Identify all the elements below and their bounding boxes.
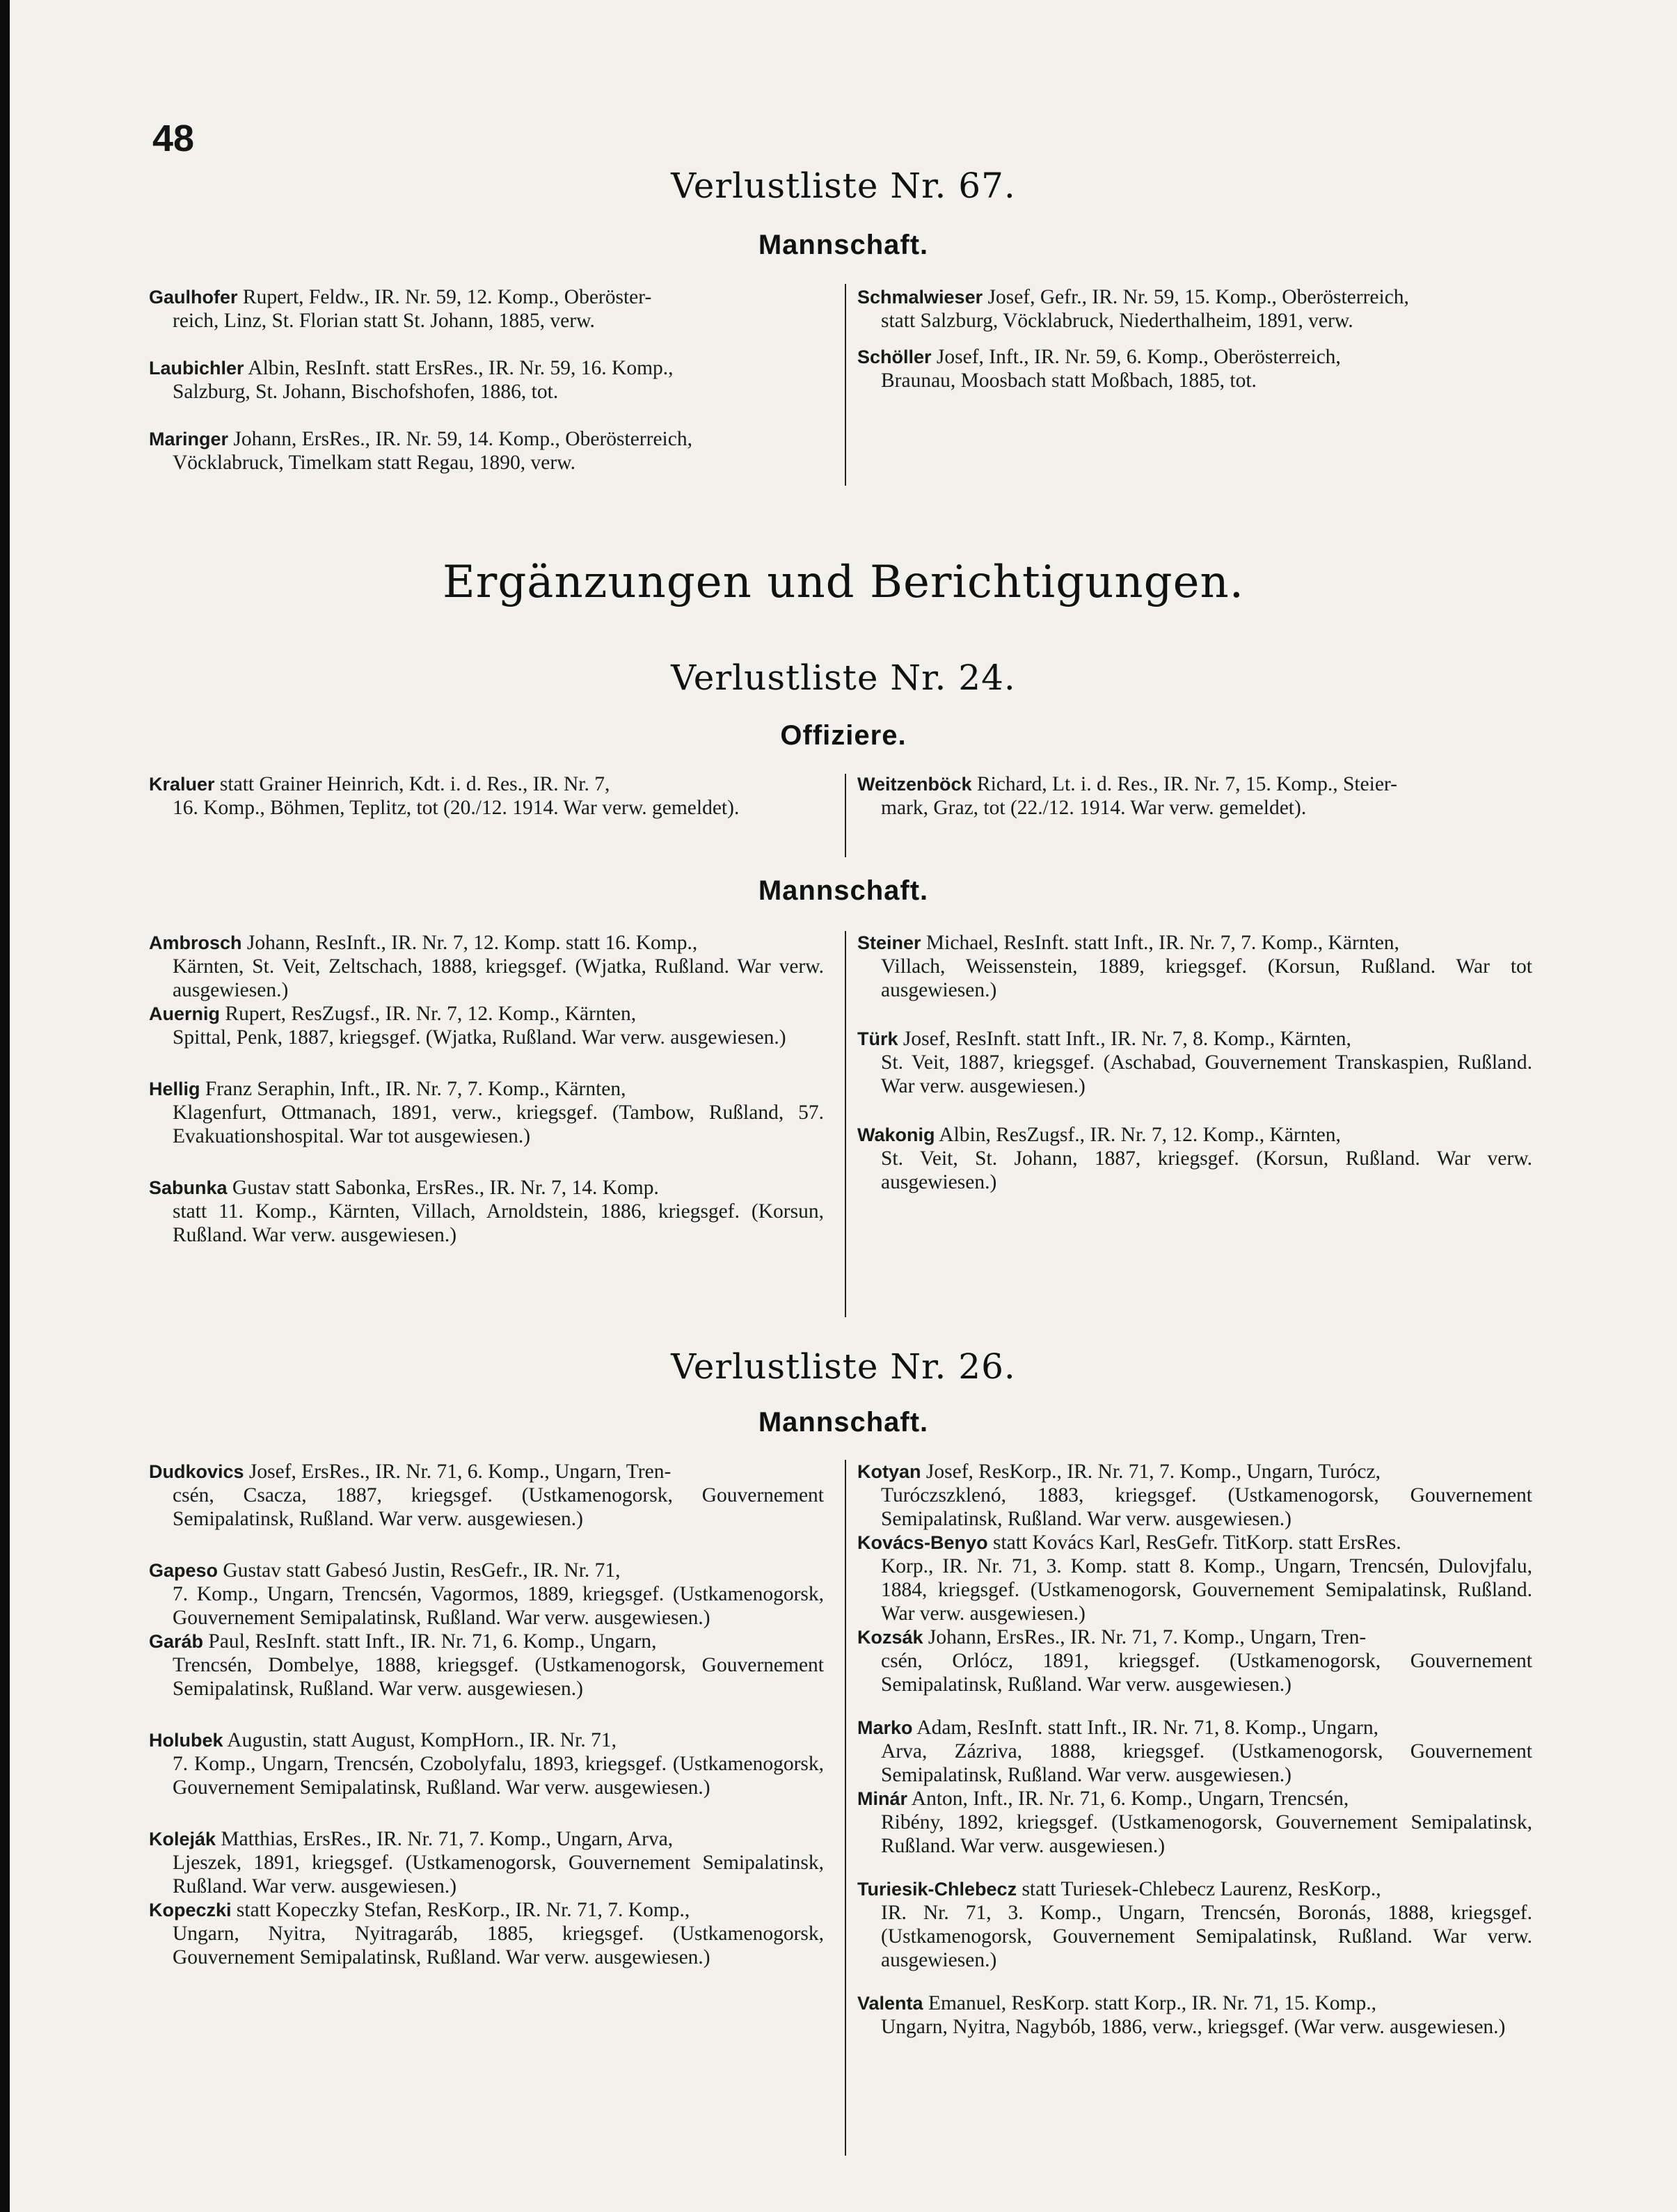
column-divider — [845, 774, 846, 857]
list-item: Valenta Emanuel, ResKorp. statt Korp., IR. Nr. 71, 15. Komp., Ungarn, Nyitra, Nagybób, 1886, verw., kriegsgef. (War verw. ausgewiesen.) — [857, 1992, 1506, 2038]
list-item: Laubichler Albin, ResInft. statt ErsRes., IR. Nr. 59, 16. Komp., Salzburg, St. Johann, Bischofshofen, 1886, tot. — [149, 357, 674, 403]
list-item: Kopeczki statt Kopeczky Stefan, ResKorp., IR. Nr. 71, 7. Komp., Ungarn, Nyitra, Nyitragaráb, 1885, kriegsgef. (Ustkamenogorsk, Gouvernement Semipalatinsk, Rußland. War verw. ausgewiesen.) — [149, 1899, 824, 1968]
list-item: Marko Adam, ResInft. statt Inft., IR. Nr. 71, 8. Komp., Ungarn, Arva, Zázriva, 1888, kriegsgef. (Ustkamenogorsk, Gouvernement Semipalatinsk, Rußland. War verw. ausgewiesen.) — [857, 1717, 1532, 1786]
list-item: Auernig Rupert, ResZugsf., IR. Nr. 7, 12. Komp., Kärnten, Spittal, Penk, 1887, kriegsgef. (Wjatka, Rußland. War verw. ausgewiesen.) — [149, 1003, 786, 1049]
list-item: Schöller Josef, Inft., IR. Nr. 59, 6. Komp., Oberösterreich, Braunau, Moosbach statt Moßbach, 1885, tot. — [857, 346, 1341, 392]
list-item: Ambrosch Johann, ResInft., IR. Nr. 7, 12. Komp. statt 16. Komp., Kärnten, St. Veit, Zeltschach, 1888, kriegsgef. (Wjatka, Rußland. War verw. ausgewiesen.) — [149, 932, 824, 1001]
list-item: Schmalwieser Josef, Gefr., IR. Nr. 59, 15. Komp., Oberösterreich, statt Salzburg, Vöcklabruck, Niederthalheim, 1891, verw. — [857, 286, 1409, 332]
list-item: Turiesik-Chlebecz statt Turiesek-Chlebecz Laurenz, ResKorp., IR. Nr. 71, 3. Komp., Ungarn, Trencsén, Boronás, 1888, kriegsgef. (Ustkamenogorsk, Gouvernement Semipalatinsk, Rußland. War verw. ausgewiesen.) — [857, 1878, 1532, 1971]
main-heading: Ergänzungen und Berichtigungen. — [443, 557, 1244, 608]
column-divider — [845, 931, 846, 1317]
column-right-vl24-offiziere — [857, 772, 1532, 820]
list-item: Sabunka Gustav statt Sabonka, ErsRes., IR. Nr. 7, 14. Komp. statt 11. Komp., Kärnten, Villach, Arnoldstein, 1886, kriegsgef. (Korsun, Rußland. War verw. ausgewiesen.) — [149, 1177, 824, 1246]
list-item: Hellig Franz Seraphin, Inft., IR. Nr. 7, 7. Komp., Kärnten, Klagenfurt, Ottmanach, 1891, verw., kriegsgef. (Tambow, Rußland, 57. Evakuationshospital. War tot ausgewiesen.) — [149, 1078, 824, 1147]
column-left-vl24-mannschaft — [149, 931, 824, 1247]
column-left-vl26 — [149, 1460, 824, 1969]
list-item: Gaulhofer Rupert, Feldw., IR. Nr. 59, 12. Komp., Oberöster- reich, Linz, St. Florian statt St. Johann, 1885, verw. — [149, 286, 652, 332]
list-item: Kraluer statt Grainer Heinrich, Kdt. i. d. Res., IR. Nr. 7, 16. Komp., Böhmen, Teplitz, tot (20./12. 1914. War verw. gemeldet). — [149, 773, 740, 819]
column-left-vl67 — [149, 285, 824, 475]
list-item: Koleják Matthias, ErsRes., IR. Nr. 71, 7. Komp., Ungarn, Arva, Ljeszek, 1891, kriegsgef. (Ustkamenogorsk, Gouvernement Semipalatinsk, Rußland. War verw. ausgewiesen.) — [149, 1828, 824, 1897]
list-item: Türk Josef, ResInft. statt Inft., IR. Nr. 7, 8. Komp., Kärnten, St. Veit, 1887, kriegsgef. (Aschabad, Gouvernement Transkaspien, Rußland. War verw. ausgewiesen.) — [857, 1028, 1532, 1097]
list-item: Wakonig Albin, ResZugsf., IR. Nr. 7, 12. Komp., Kärnten, St. Veit, St. Johann, 1887, kriegsgef. (Korsun, Rußland. War verw. ausgewiesen.) — [857, 1124, 1532, 1193]
list-item: Kotyan Josef, ResKorp., IR. Nr. 71, 7. Komp., Ungarn, Turócz, Turóczszklenó, 1883, kriegsgef. (Ustkamenogorsk, Gouvernement Semipalatinsk, Rußland. War verw. ausgewiesen.) — [857, 1461, 1532, 1530]
section-title-vl26: Verlustliste Nr. 26. — [671, 1346, 1016, 1387]
group-heading-mannschaft-vl24: Mannschaft. — [758, 875, 929, 906]
column-right-vl24-mannschaft — [857, 931, 1532, 1194]
list-item: Steiner Michael, ResInft. statt Inft., IR. Nr. 7, 7. Komp., Kärnten, Villach, Weissenstein, 1889, kriegsgef. (Korsun, Rußland. War tot ausgewiesen.) — [857, 932, 1532, 1001]
column-right-vl26 — [857, 1460, 1532, 2039]
list-item: Minár Anton, Inft., IR. Nr. 71, 6. Komp., Ungarn, Trencsén, Ribény, 1892, kriegsgef. (Ustkamenogorsk, Gouvernement Semipalatinsk, Rußland. War verw. ausgewiesen.) — [857, 1788, 1532, 1857]
document-page — [10, 0, 1677, 2212]
section-title-vl67: Verlustliste Nr. 67. — [671, 166, 1016, 206]
list-item: Gapeso Gustav statt Gabesó Justin, ResGefr., IR. Nr. 71, 7. Komp., Ungarn, Trencsén, Vagormos, 1889, kriegsgef. (Ustkamenogorsk, Gouvernement Semipalatinsk, Rußland. War verw. ausgewiesen.) — [149, 1559, 824, 1629]
column-divider — [845, 1460, 846, 2156]
list-item: Dudkovics Josef, ErsRes., IR. Nr. 71, 6. Komp., Ungarn, Tren- csén, Csacza, 1887, kriegsgef. (Ustkamenogorsk, Gouvernement Semipalatinsk, Rußland. War verw. ausgewiesen.) — [149, 1461, 824, 1530]
list-item: Garáb Paul, ResInft. statt Inft., IR. Nr. 71, 6. Komp., Ungarn, Trencsén, Dombelye, 1888, kriegsgef. (Ustkamenogorsk, Gouvernement Semipalatinsk, Rußland. War verw. ausgewiesen.) — [149, 1630, 824, 1700]
list-item: Kozsák Johann, ErsRes., IR. Nr. 71, 7. Komp., Ungarn, Tren- csén, Orlócz, 1891, kriegsgef. (Ustkamenogorsk, Gouvernement Semipalatinsk, Rußland. War verw. ausgewiesen.) — [857, 1626, 1532, 1696]
page-number: 48 — [152, 118, 195, 159]
section-title-vl24: Verlustliste Nr. 24. — [671, 658, 1016, 698]
group-heading-vl26: Mannschaft. — [758, 1407, 929, 1438]
column-right-vl67 — [857, 285, 1532, 392]
group-heading-offiziere: Offiziere. — [780, 720, 907, 751]
list-item: Weitzenböck Richard, Lt. i. d. Res., IR. Nr. 7, 15. Komp., Steier- mark, Graz, tot (22./12. 1914. War verw. gemeldet). — [857, 773, 1397, 819]
list-item: Kovács-Benyo statt Kovács Karl, ResGefr. TitKorp. statt ErsRes. Korp., IR. Nr. 71, 3. Komp. statt 8. Komp., Ungarn, Trencsén, Dulovjfalu, 1884, kriegsgef. (Ustkamenogorsk, Gouvernement Semipalatinsk, Rußland. War verw. ausgewiesen.) — [857, 1531, 1532, 1625]
list-item: Holubek Augustin, statt August, KompHorn., IR. Nr. 71, 7. Komp., Ungarn, Trencsén, Czobolyfalu, 1893, kriegsgef. (Ustkamenogorsk, Gouvernement Semipalatinsk, Rußland. War verw. ausgewiesen.) — [149, 1729, 824, 1799]
column-divider — [845, 284, 846, 486]
column-left-vl24-offiziere — [149, 772, 824, 820]
group-heading-vl67: Mannschaft. — [758, 230, 929, 260]
list-item: Maringer Johann, ErsRes., IR. Nr. 59, 14. Komp., Oberösterreich, Vöcklabruck, Timelkam statt Regau, 1890, verw. — [149, 428, 692, 474]
